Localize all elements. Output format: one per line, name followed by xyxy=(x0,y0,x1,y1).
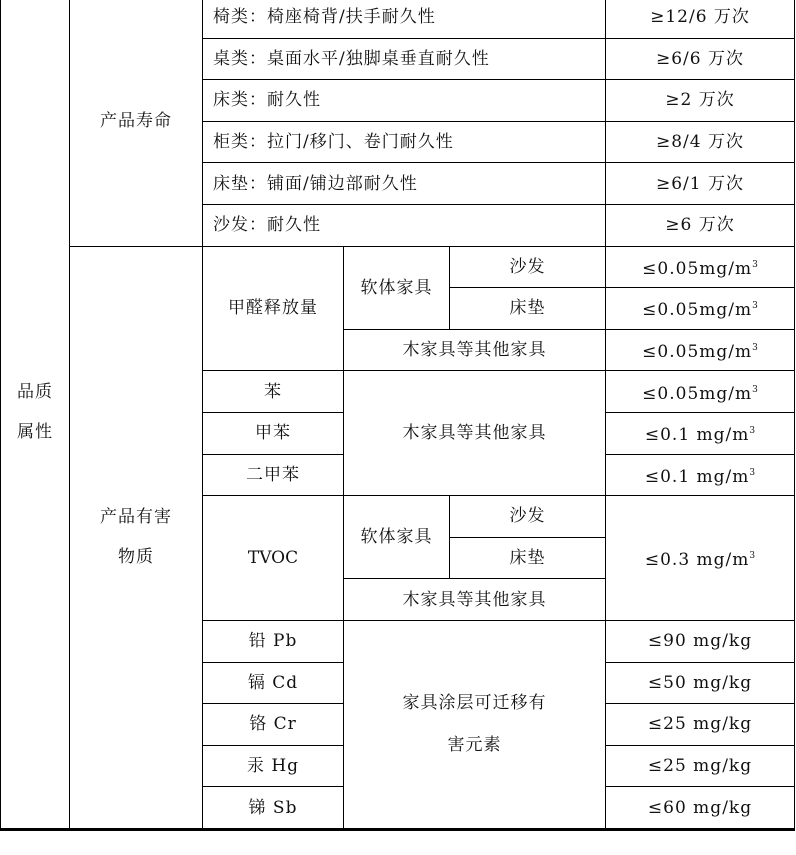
formaldehyde-sofa-limit: $\le 0.05mg/m^3$ xyxy=(606,246,795,288)
lifespan-item: 床垫：铺面/铺边部耐久性 xyxy=(203,163,606,205)
metal-name: 铅 Pb xyxy=(203,620,344,662)
formaldehyde-wood-furniture: 木家具等其他家具 xyxy=(344,329,606,371)
metal-limit: ≤90 mg/kg xyxy=(606,620,795,662)
formaldehyde-mattress-limit: $\le 0.05mg/m^3$ xyxy=(606,288,795,330)
toluene-name: 甲苯 xyxy=(203,412,344,454)
tvoc-sofa: 沙发 xyxy=(450,496,606,538)
lifespan-limit: ≥12/6 万次 xyxy=(606,0,795,38)
benzene-name: 苯 xyxy=(203,371,344,413)
metal-limit: ≤25 mg/kg xyxy=(606,704,795,746)
formaldehyde-sofa: 沙发 xyxy=(450,246,606,288)
lifespan-limit: ≥2 万次 xyxy=(606,80,795,122)
lifespan-item: 沙发：耐久性 xyxy=(203,204,606,246)
quality-attributes-label xyxy=(1,0,70,829)
lifespan-limit: ≥8/4 万次 xyxy=(606,121,795,163)
lifespan-item: 椅类：椅座椅背/扶手耐久性 xyxy=(203,0,606,38)
lifespan-item: 床类：耐久性 xyxy=(203,80,606,122)
metals-scope-line1: 家具涂层可迁移有 xyxy=(402,693,547,714)
lifespan-limit: ≥6/1 万次 xyxy=(606,163,795,205)
metal-name: 铬 Cr xyxy=(203,704,344,746)
quality-label-line1: 品质 xyxy=(17,382,53,403)
metals-scope xyxy=(344,620,606,829)
lifespan-item: 柜类：拉门/移门、卷门耐久性 xyxy=(203,121,606,163)
tvoc-limit: ≤0.3 $mg/m^3$ xyxy=(606,496,795,621)
benzene-limit: $\le 0.05mg/m^3$ xyxy=(606,371,795,413)
metals-scope-line2: 害元素 xyxy=(447,735,502,756)
xylene-name: 二甲苯 xyxy=(203,454,344,496)
hazard-category xyxy=(70,246,203,829)
metal-name: 锑 Sb xyxy=(203,787,344,830)
quality-label-line2: 属性 xyxy=(17,422,53,443)
tvoc-wood-furniture: 木家具等其他家具 xyxy=(344,579,606,621)
tvoc-soft-furniture: 软体家具 xyxy=(344,496,450,579)
metal-limit: ≤60 mg/kg xyxy=(606,787,795,830)
lifespan-limit: ≥6/6 万次 xyxy=(606,38,795,80)
tvoc-name: TVOC xyxy=(203,496,344,621)
hazard-category-line2: 物质 xyxy=(118,547,154,568)
toluene-limit: ≤0.1 $mg/m^3$ xyxy=(606,412,795,454)
lifespan-limit: ≥6 万次 xyxy=(606,204,795,246)
formaldehyde-name: 甲醛释放量 xyxy=(203,246,344,371)
xylene-limit: ≤0.1 $mg/m^3$ xyxy=(606,454,795,496)
hazard-category-line1: 产品有害 xyxy=(100,507,172,528)
tvoc-mattress: 床垫 xyxy=(450,537,606,579)
formaldehyde-soft-furniture: 软体家具 xyxy=(344,246,450,329)
metal-name: 汞 Hg xyxy=(203,745,344,787)
metal-name: 镉 Cd xyxy=(203,662,344,704)
benzene-group-scope: 木家具等其他家具 xyxy=(344,371,606,496)
formaldehyde-wood-limit: $\le 0.05mg/m^3$ xyxy=(606,329,795,371)
lifespan-category: 产品寿命 xyxy=(70,0,203,246)
formaldehyde-mattress: 床垫 xyxy=(450,288,606,330)
metal-limit: ≤50 mg/kg xyxy=(606,662,795,704)
lifespan-item: 桌类：桌面水平/独脚桌垂直耐久性 xyxy=(203,38,606,80)
metal-limit: ≤25 mg/kg xyxy=(606,745,795,787)
